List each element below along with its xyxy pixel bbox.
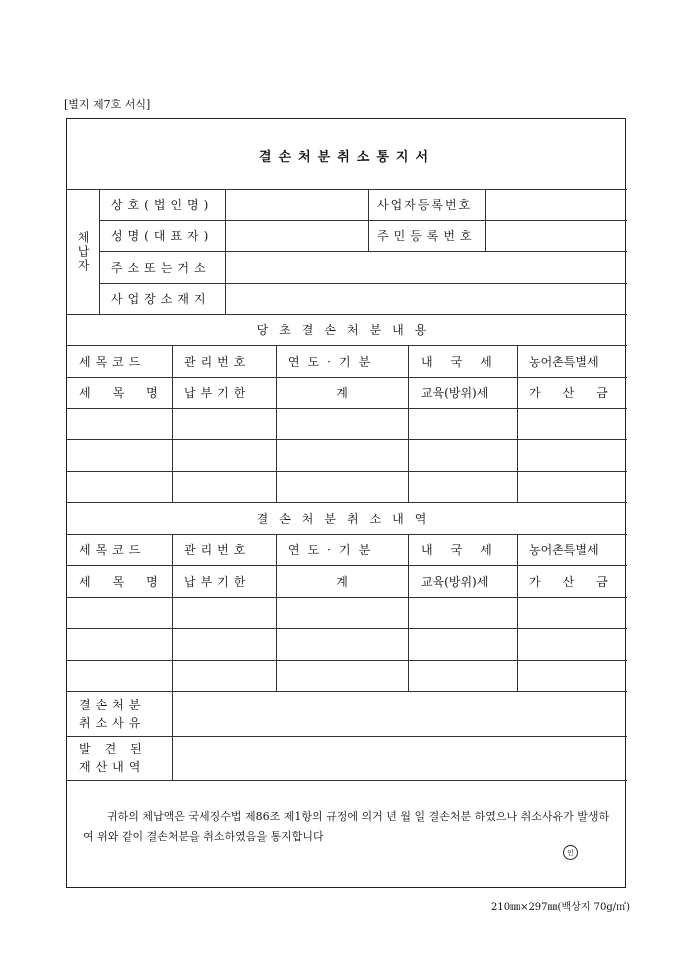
company-input[interactable] <box>226 190 368 220</box>
seal-mark: 인 <box>563 845 578 860</box>
original-header-rural-tax: 농어촌특별세 <box>529 354 599 369</box>
address-label: 주소또는거소 <box>111 260 211 275</box>
original-header-education-tax: 교육(방위)세 <box>421 386 489 400</box>
original-header-surcharge: 가산금 <box>529 386 630 400</box>
cancel-header-mgmt-no: 관리번호 <box>184 543 251 557</box>
original-header-tax-code: 세목코드 <box>79 354 146 369</box>
original-header-total: 계 <box>336 386 348 400</box>
business-location-label: 사업장소재지 <box>111 292 211 306</box>
cancel-reason-line2: 취소사유 <box>79 716 146 730</box>
resident-reg-no-input[interactable] <box>486 221 626 251</box>
property-label <box>79 736 156 780</box>
notice-text: 귀하의 체납액은 국세징수법 제86조 제1항의 규정에 의거 년 월 일 결손처분 하였으나 취소사유가 발생하여 위와 같이 결손처분을 취소하였음을 통지합니다 <box>83 810 610 843</box>
business-reg-no-input[interactable] <box>486 190 626 220</box>
form-title: 결손처분취소통지서 <box>258 150 436 165</box>
form-number-label: [별지 제7호 서식] <box>64 98 151 111</box>
property-line2: 재산내역 <box>79 760 146 774</box>
cancel-reason-input[interactable] <box>173 692 626 735</box>
original-header-domestic-tax: 내국세 <box>421 354 510 369</box>
cancel-header-year: 연도·기분 <box>288 543 379 557</box>
address-input[interactable] <box>226 252 626 283</box>
company-label: 상호(법인명) <box>111 198 214 212</box>
original-header-mgmt-no: 관리번호 <box>184 354 251 369</box>
original-header-due-date: 납부기한 <box>184 386 251 400</box>
notice-form <box>66 118 630 888</box>
business-reg-no-label: 사업자등록번호 <box>377 198 473 212</box>
name-input[interactable] <box>226 221 368 251</box>
cancel-header-surcharge: 가산금 <box>529 574 630 589</box>
cancel-header-total: 계 <box>336 574 348 589</box>
original-section-title: 당초결손처분내용 <box>256 323 438 337</box>
original-data-rows[interactable] <box>68 409 626 501</box>
cancel-reason-line1: 결손처분 <box>79 698 146 712</box>
resident-reg-no-label: 주민등록번호 <box>377 229 477 243</box>
taxpayer-label <box>67 189 99 314</box>
business-location-input[interactable] <box>226 284 626 314</box>
name-label: 성명(대표자) <box>111 229 214 243</box>
cancel-header-education-tax: 교육(방위)세 <box>421 574 489 589</box>
taxpayer-label-text: 체납자 <box>76 230 90 273</box>
cancel-header-domestic-tax: 내국세 <box>421 543 510 557</box>
property-input[interactable] <box>173 737 626 780</box>
property-line1: 발견된 <box>79 742 156 756</box>
cancel-header-tax-code: 세목코드 <box>79 543 146 557</box>
original-header-year: 연도·기분 <box>288 354 379 369</box>
cancel-section-title: 결손처분취소내역 <box>256 511 438 526</box>
cancel-header-due-date: 납부기한 <box>184 574 251 589</box>
original-header-tax-name: 세목명 <box>79 386 180 400</box>
cancel-header-rural-tax: 농어촌특별세 <box>529 543 599 557</box>
cancel-header-tax-name: 세목명 <box>79 574 180 589</box>
paper-spec: 210㎜×297㎜(백상지 70g/㎡) <box>490 902 630 913</box>
cancel-data-rows[interactable] <box>68 598 626 690</box>
cancel-reason-label <box>79 692 145 736</box>
